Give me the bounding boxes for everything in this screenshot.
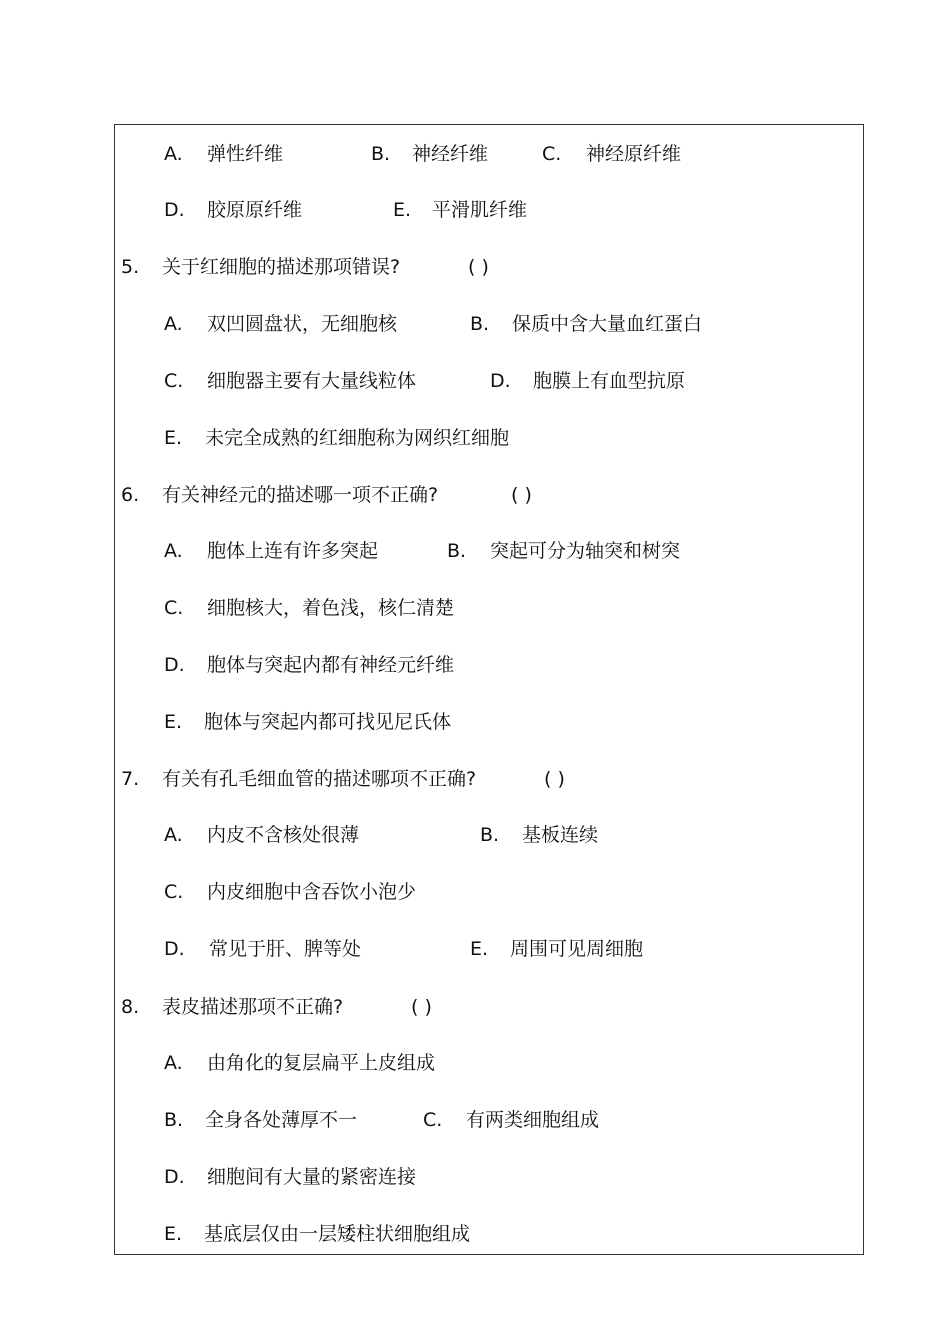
option-label: B.	[371, 143, 391, 165]
option-label: E.	[470, 938, 489, 960]
answer-blank: ( )	[468, 256, 489, 278]
option-text: 胞膜上有血型抗原	[533, 370, 686, 392]
option-text: 胞体与突起内都有神经元纤维	[207, 654, 455, 676]
q7-options-row-1	[0, 820, 950, 850]
option-label: B.	[480, 824, 500, 846]
question-text: 表皮描述那项不正确?	[162, 996, 344, 1018]
option-text: 细胞核大，着色浅，核仁清楚	[207, 597, 455, 619]
answer-blank: ( )	[544, 768, 565, 790]
question-number: 8.	[121, 996, 140, 1018]
option-label: C.	[423, 1109, 443, 1131]
option-label: B.	[164, 1109, 184, 1131]
option-text: 弹性纤维	[207, 143, 284, 165]
q4-options-row-2	[0, 195, 950, 225]
q6-options-row-3	[0, 650, 950, 680]
q5-options-row-3	[0, 423, 950, 453]
option-text: 全身各处薄厚不一	[205, 1109, 358, 1131]
option-text: 胞体与突起内都可找见尼氏体	[204, 711, 452, 733]
question-8	[0, 992, 950, 1022]
option-label: D.	[490, 370, 511, 392]
option-label: D.	[164, 654, 185, 676]
option-text: 胶原原纤维	[207, 199, 303, 221]
option-label: A.	[164, 824, 183, 846]
question-number: 6.	[121, 484, 140, 506]
q5-options-row-2	[0, 366, 950, 396]
option-text: 有两类细胞组成	[466, 1109, 600, 1131]
option-label: E.	[164, 1223, 183, 1245]
option-label: E.	[393, 199, 412, 221]
option-label: E.	[164, 427, 183, 449]
option-text: 基板连续	[522, 824, 599, 846]
option-text: 双凹圆盘状，无细胞核	[207, 313, 398, 335]
option-text: 细胞间有大量的紧密连接	[207, 1166, 417, 1188]
option-text: 细胞器主要有大量线粒体	[207, 370, 417, 392]
option-label: A.	[164, 540, 183, 562]
q8-options-row-2	[0, 1105, 950, 1135]
option-label: C.	[164, 370, 184, 392]
q6-options-row-1	[0, 536, 950, 566]
option-text: 内皮不含核处很薄	[207, 824, 360, 846]
option-text: 平滑肌纤维	[432, 199, 528, 221]
option-label: A.	[164, 1052, 183, 1074]
question-text: 有关有孔毛细血管的描述哪项不正确?	[162, 768, 477, 790]
question-5	[0, 252, 950, 282]
option-text: 保质中含大量血红蛋白	[512, 313, 703, 335]
option-label: C.	[164, 597, 184, 619]
option-text: 胞体上连有许多突起	[207, 540, 379, 562]
question-7	[0, 764, 950, 794]
q6-options-row-2	[0, 593, 950, 623]
option-label: D.	[164, 938, 185, 960]
option-text: 突起可分为轴突和树突	[490, 540, 681, 562]
q8-options-row-1	[0, 1048, 950, 1078]
q8-options-row-4	[0, 1219, 950, 1249]
option-label: D.	[164, 199, 185, 221]
option-label: E.	[164, 711, 183, 733]
question-number: 7.	[121, 768, 140, 790]
option-label: C.	[164, 881, 184, 903]
question-frame	[114, 124, 864, 1255]
option-text: 神经纤维	[412, 143, 489, 165]
option-label: C.	[542, 143, 562, 165]
option-label: B.	[470, 313, 490, 335]
question-6	[0, 480, 950, 510]
option-text: 内皮细胞中含吞饮小泡少	[207, 881, 417, 903]
q7-options-row-2	[0, 877, 950, 907]
option-text: 常见于肝、脾等处	[209, 938, 362, 960]
answer-blank: ( )	[511, 484, 532, 506]
q8-options-row-3	[0, 1162, 950, 1192]
option-text: 神经原纤维	[586, 143, 682, 165]
q5-options-row-1	[0, 309, 950, 339]
option-label: A.	[164, 143, 183, 165]
option-text: 未完全成熟的红细胞称为网织红细胞	[205, 427, 510, 449]
answer-blank: ( )	[411, 996, 432, 1018]
option-text: 周围可见周细胞	[510, 938, 644, 960]
q4-options-row-1	[0, 139, 950, 169]
question-text: 有关神经元的描述哪一项不正确?	[162, 484, 439, 506]
q6-options-row-4	[0, 707, 950, 737]
option-text: 由角化的复层扁平上皮组成	[207, 1052, 436, 1074]
question-text: 关于红细胞的描述那项错误?	[162, 256, 401, 278]
question-number: 5.	[121, 256, 140, 278]
option-label: B.	[447, 540, 467, 562]
option-text: 基底层仅由一层矮柱状细胞组成	[204, 1223, 471, 1245]
q7-options-row-3	[0, 934, 950, 964]
option-label: A.	[164, 313, 183, 335]
option-label: D.	[164, 1166, 185, 1188]
